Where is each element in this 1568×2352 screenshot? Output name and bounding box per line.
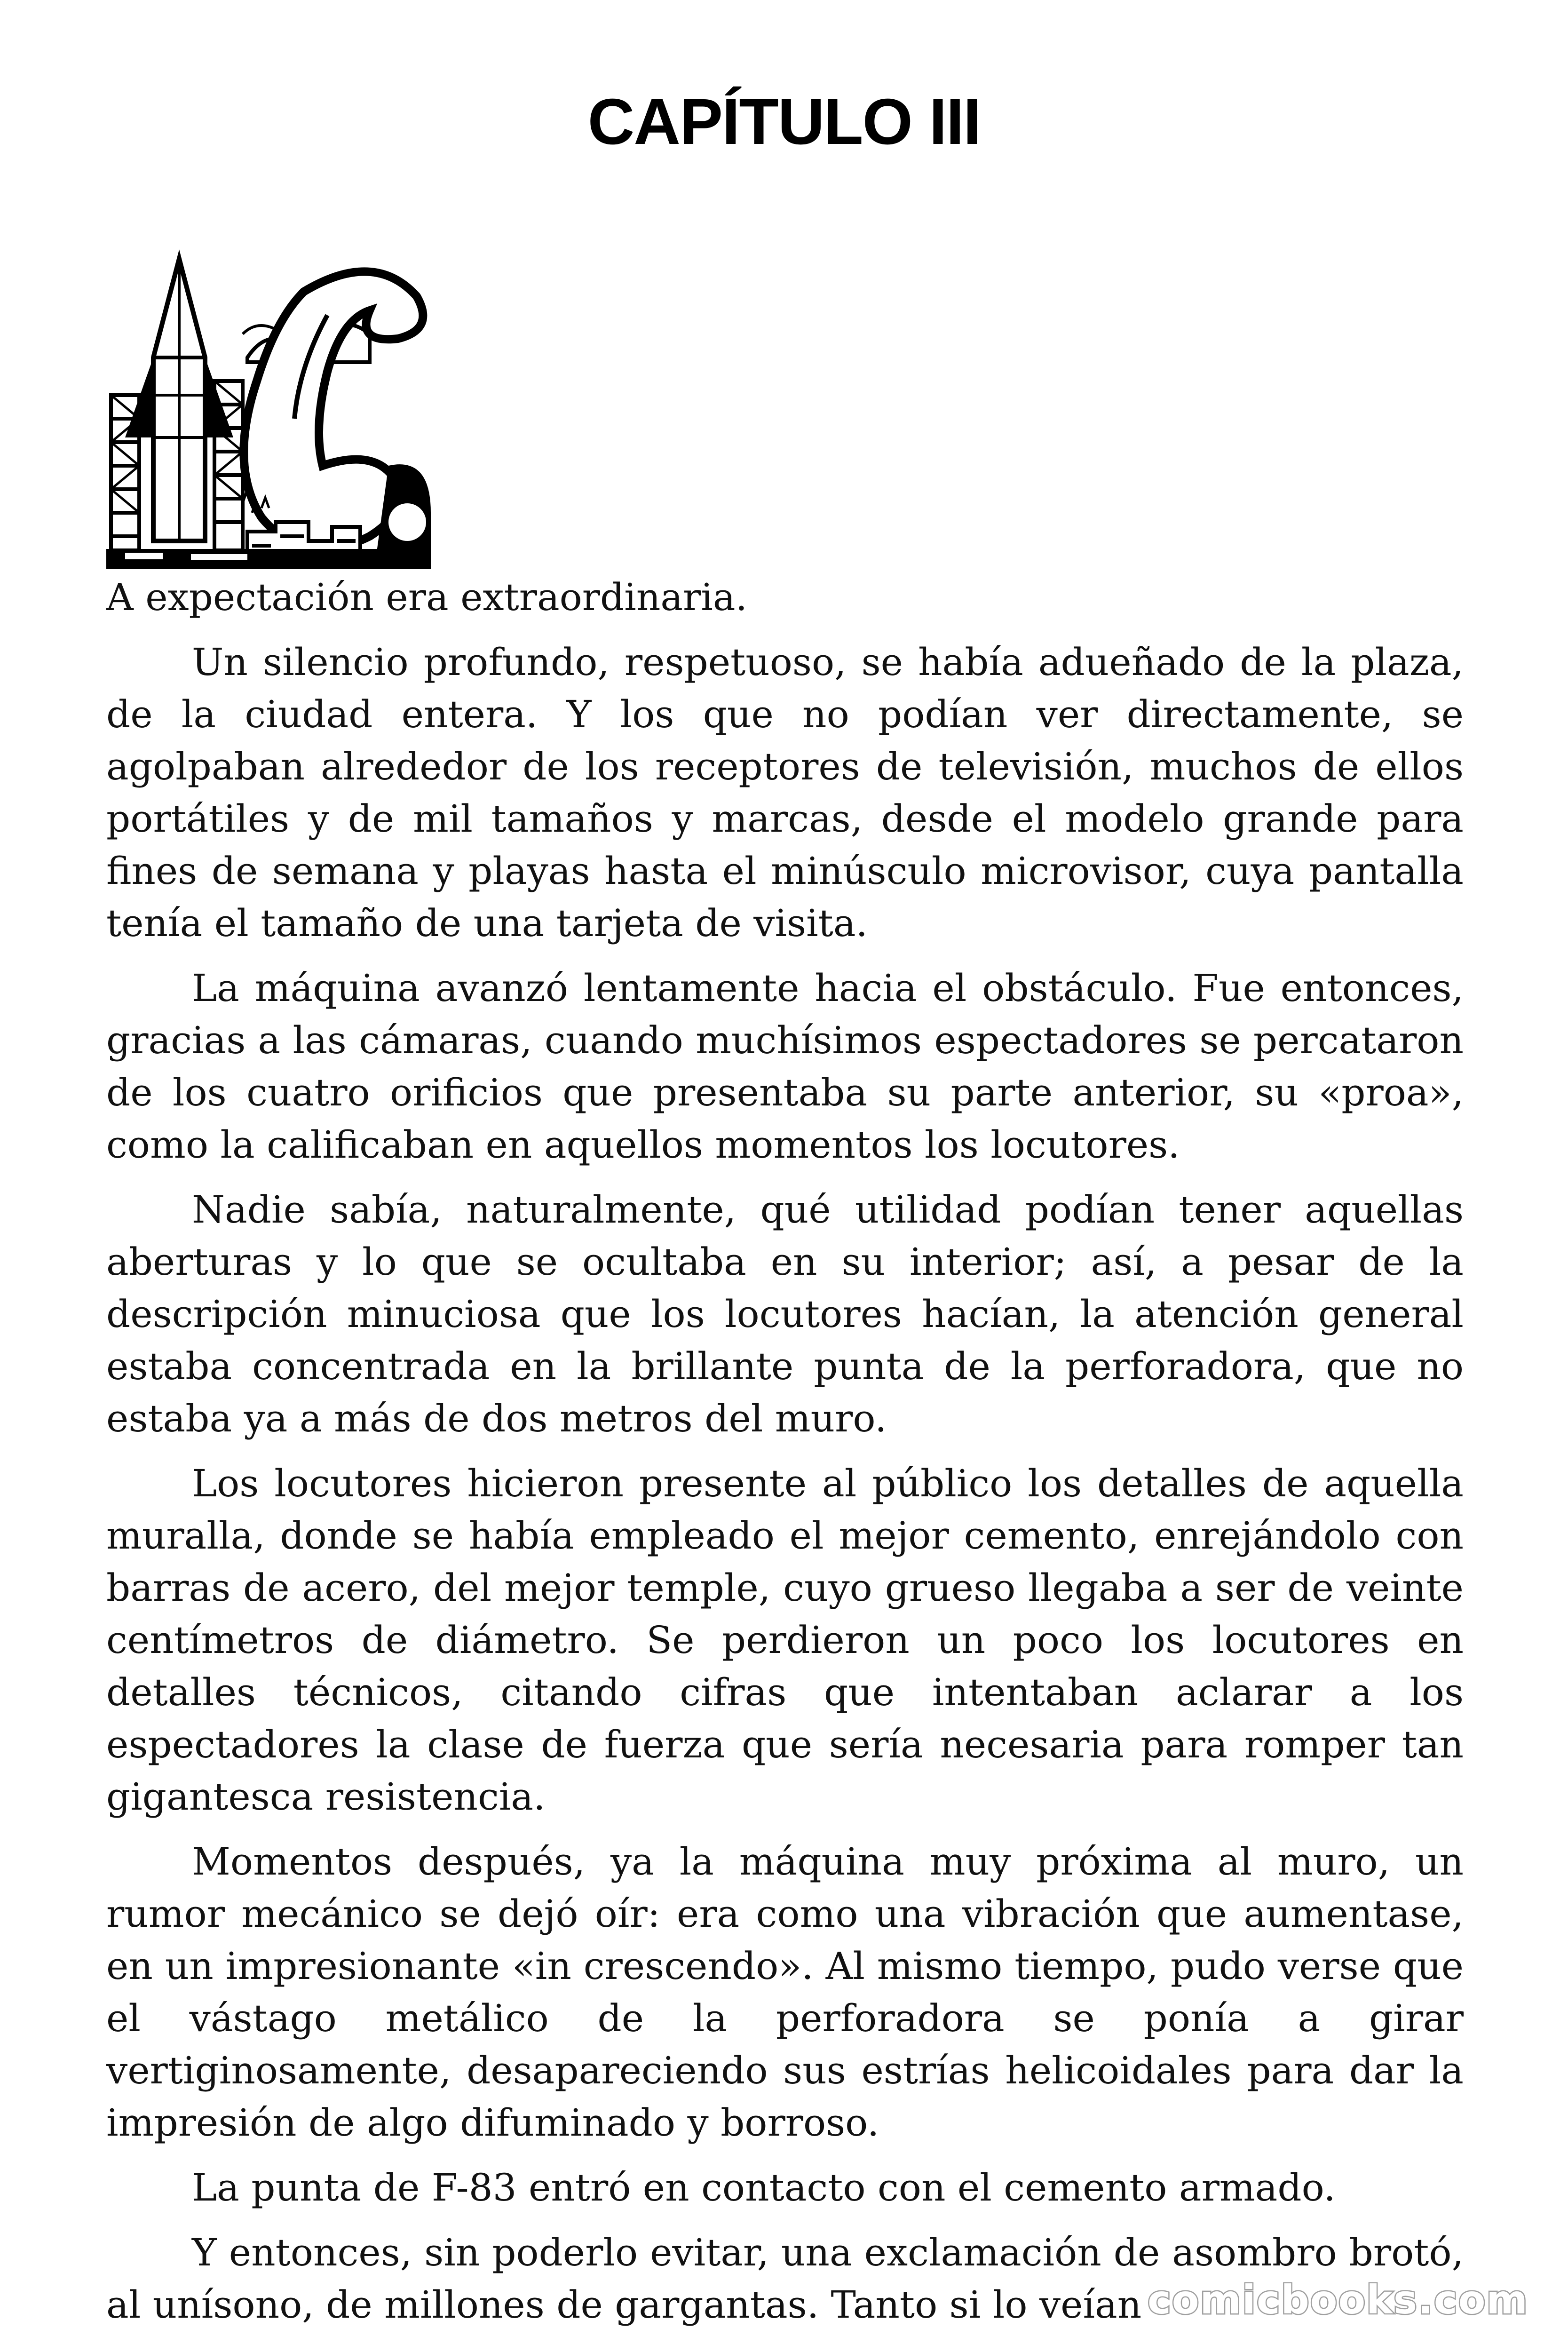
paragraph: Los locutores hicieron presente al público los detalles de aquella muralla, donde se había empleado el mejor cemento, enrejándolo con barras de acero, del mejor temple, cuyo grueso llegaba a ser de veinte centímetros de diámetro. Se perdieron un poco los locutores en detalles técnicos, citando cifras que intentaban aclarar a los espectadores la clase de fuerza que sería necesaria para romper tan gigantesca resistencia. [106, 1462, 1464, 1819]
paragraph: Nadie sabía, naturalmente, qué utilidad podían tener aquellas aberturas y lo que se ocultaba en su interior; así, a pesar de la descripción minuciosa que los locutores hacían, la atención general estaba concentrada en la brillante punta de la perforadora, que no estaba ya a más de dos metros del muro. [106, 1188, 1464, 1440]
paragraph: A expectación era extraordinaria. [106, 575, 748, 619]
dropcap-rocket-illustration-icon [106, 240, 431, 569]
paragraph: La punta de F-83 entró en contacto con el cemento armado. [192, 2166, 1336, 2209]
body-text [106, 571, 1464, 2331]
paragraph: La máquina avanzó lentamente hacia el obstáculo. Fue entonces, gracias a las cámaras, cuando muchísimos espectadores se percataron de los cuatro orificios que presentaba su parte anterior, su «proa», como la calificaban en aquellos momentos los locutores. [106, 966, 1464, 1167]
paragraph: Un silencio profundo, respetuoso, se había adueñado de la plaza, de la ciudad entera. Y los que no podían ver directamente, se agolpaban alrededor de los receptores de televisión, muchos de ellos portátiles y de mil tamaños y marcas, desde el modelo grande para fines de semana y playas hasta el minúsculo microvisor, cuya pantalla tenía el tamaño de una tarjeta de visita. [106, 640, 1464, 945]
chapter-title: CAPÍTULO III [587, 86, 981, 158]
paragraph: Momentos después, ya la máquina muy próxima al muro, un rumor mecánico se dejó oír: era como una vibración que aumentase, en un impresionante «in crescendo». Al mismo tiempo, pudo verse que el vástago metálico de la perforadora se ponía a girar vertiginosamente, desapareciendo sus estrías helicoidales para dar la impresión de algo difuminado y borroso. [106, 1840, 1464, 2145]
watermark-logo: comicbooks.com [1148, 2277, 1528, 2323]
paragraph: Y entonces, sin poderlo evitar, una exclamación de asombro brotó, al unísono, de millones de gargantas. Tanto si lo veían [106, 2231, 1464, 2327]
